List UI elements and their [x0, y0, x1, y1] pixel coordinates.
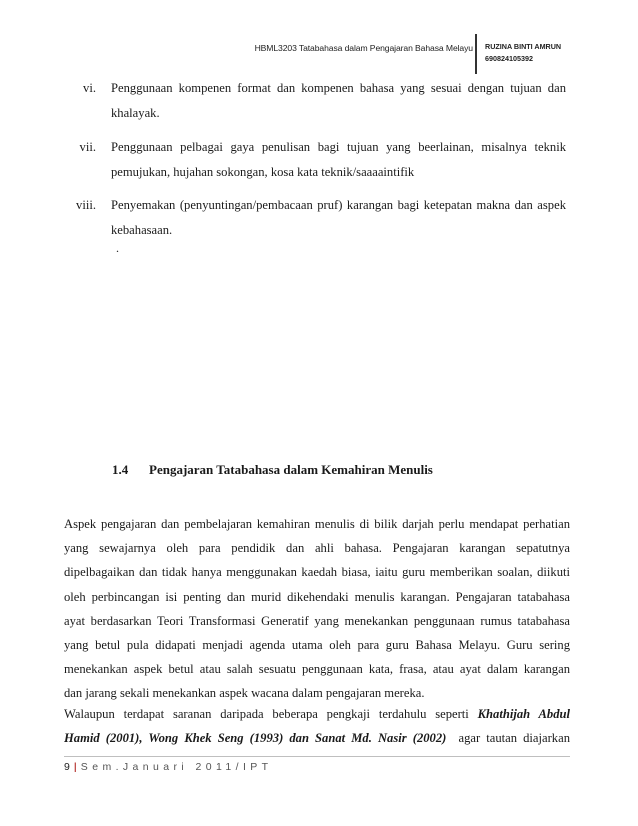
paragraph-line: ayat berdasarkan Teori Transformasi Generatif yang menekankan penggunaan rumus tatabahasa [64, 613, 570, 628]
paragraph-line: dipelbagaikan dan tidak hanya menggunakan kaedah biasa, iaitu guru memberikan soalan, diikuti [64, 565, 570, 580]
page-footer [64, 761, 273, 773]
footer-divider [64, 756, 570, 757]
list-item-line: Penggunaan kompenen format dan kompenen bahasa yang sesuai dengan tujuan dan [111, 81, 566, 95]
list-item-text [111, 135, 566, 185]
paragraph-line: menekankan aspek betul atau salah sesuatu penggunaan kata, frasa, atau ayat dalam karangan [64, 662, 570, 677]
footer-separator: | [73, 761, 77, 773]
paragraph-text: Walaupun terdapat saranan daripada beberapa pengkaji terdahulu seperti [64, 707, 469, 721]
list-item-number: viii. [76, 198, 96, 212]
header-author-block [485, 41, 561, 65]
paragraph-text: agar tautan diajarkan [458, 731, 570, 746]
page-header [0, 34, 638, 74]
list-item-line: kebahasaan. [111, 223, 173, 237]
section-title: Pengajaran Tatabahasa dalam Kemahiran Menulis [149, 462, 433, 477]
list-item-line: pemujukan, hujahan sokongan, kosa kata teknik/saaaaintifik [111, 165, 415, 179]
header-author-name: RUZINA BINTI AMRUN [485, 42, 562, 51]
paragraph-line: dan jarang sekali menekankan aspek wacana dalam pengajaran mereka. [64, 686, 425, 701]
paragraph-line [64, 702, 570, 726]
list-item-line: khalayak. [111, 106, 160, 120]
paragraph-line [64, 726, 570, 750]
list-item-line: Penyemakan (penyuntingan/pembacaan pruf) karangan bagi ketepatan makna dan aspek [111, 198, 566, 212]
paragraph-line: oleh perbincangan isi penting dan murid dikehendaki menulis karangan. Pengajaran tatabahasa [64, 589, 570, 604]
page-number: 9 [64, 761, 70, 773]
paragraph-line: yang sewajarnya oleh para pendidik dan ahli bahasa. Pengajaran karangan sepatutnya [64, 541, 570, 556]
paragraph-line: Aspek pengajaran dan pembelajaran kemahiran menulis di bilik darjah perlu mendapat perhatian [64, 517, 570, 531]
body-paragraph-2 [64, 702, 570, 750]
list-item-text [111, 193, 566, 243]
list-item-line: Penggunaan pelbagai gaya penulisan bagi tujuan yang beerlainan, misalnya teknik [111, 140, 566, 154]
section-number: 1.4 [112, 462, 129, 477]
footer-text: Sem.Januari 2011/IPT [80, 761, 273, 773]
citation-text: Khathijah Abdul [477, 707, 570, 721]
list-item-number: vi. [83, 81, 96, 95]
paragraph-line: yang betul pula didapati menjadi agenda utama oleh para guru Bahasa Melayu. Guru sering [64, 637, 570, 652]
header-divider [475, 34, 477, 74]
stray-dot: . [116, 241, 119, 255]
citation-text: Hamid (2001), Wong Khek Seng (1993) dan Sanat Md. Nasir (2002) [64, 731, 447, 746]
list-item-number: vii. [79, 140, 96, 154]
body-paragraph-1 [64, 512, 570, 706]
header-author-id: 690824105392 [485, 54, 533, 63]
list-item-text [111, 76, 566, 126]
header-course-title: HBML3203 Tatabahasa dalam Pengajaran Bahasa Melayu [254, 43, 473, 53]
